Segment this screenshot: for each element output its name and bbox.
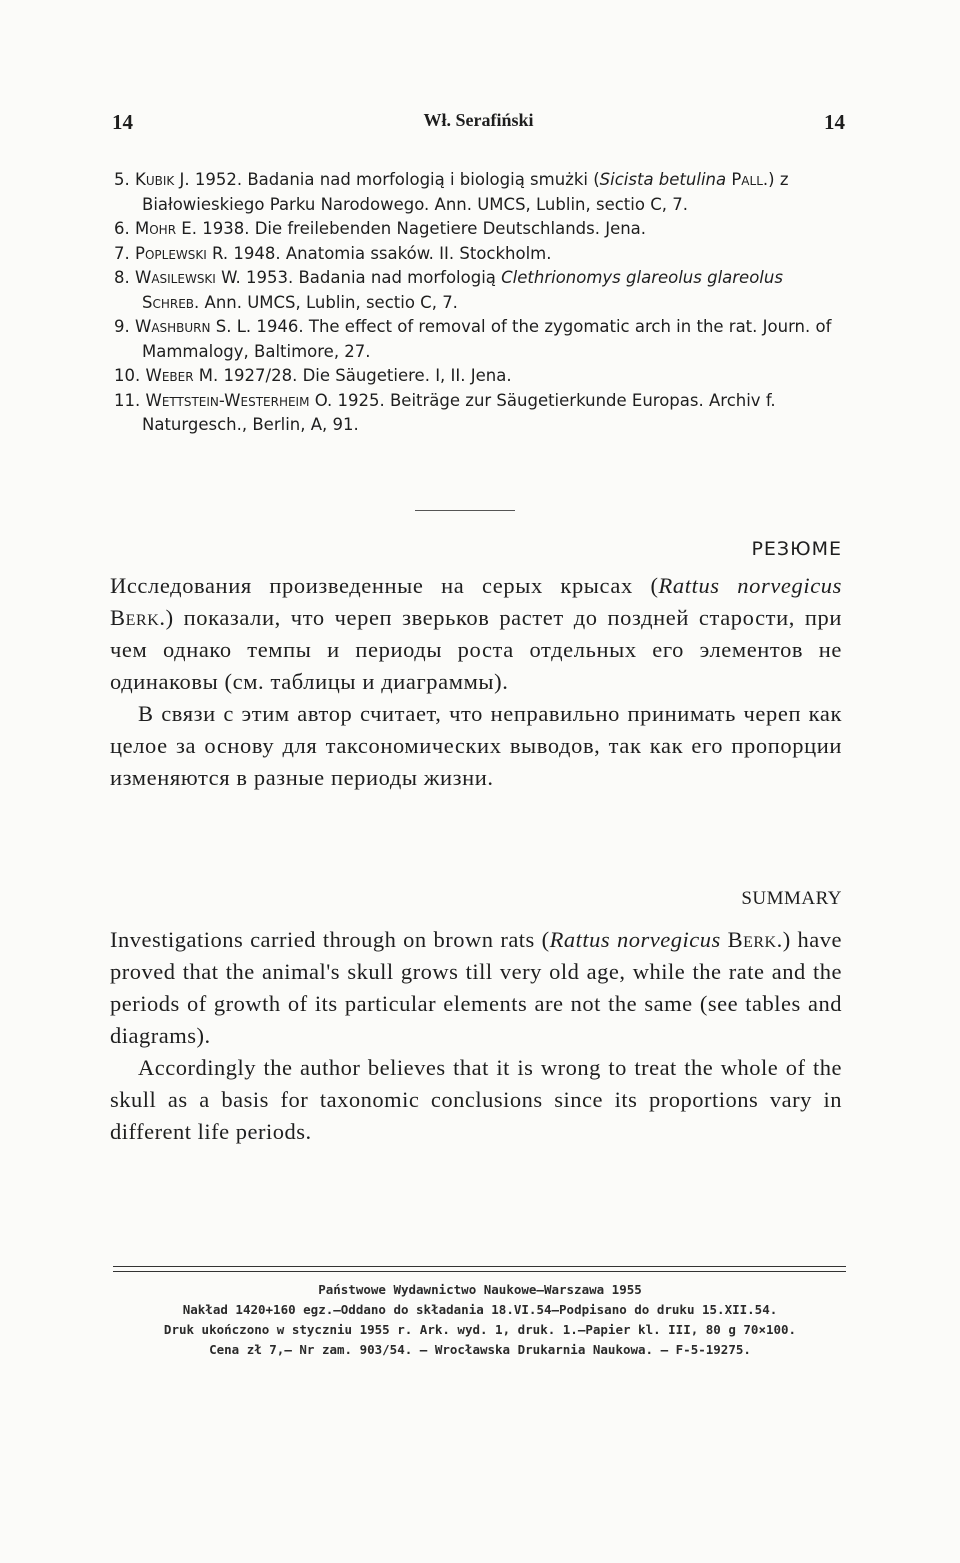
resume-body <box>110 570 842 794</box>
reference-author: Mohr <box>135 219 177 238</box>
summary-title: SUMMARY <box>741 888 842 909</box>
reference-text: Ann. UMCS, Lublin, sectio C, 7. <box>199 292 458 312</box>
page-header <box>112 110 845 140</box>
reference-author: Pall. <box>731 170 769 189</box>
resume-text: ) показали, что череп зверьков растет до поздней старости, при чем однако темпы и периоды роста отдельных его элементов не одинаковы (см. таблицы и диаграммы). <box>110 605 842 694</box>
reference-number: 5. <box>114 170 130 189</box>
imprint <box>105 1280 855 1360</box>
references-list <box>114 168 844 438</box>
reference-item <box>114 168 844 217</box>
reference-text: R. 1948. Anatomia ssaków. II. Stockholm. <box>206 243 552 263</box>
page-number-left: 14 <box>112 110 133 134</box>
imprint-line: Cena zł 7,— Nr zam. 903/54. — Wrocławska Drukarnia Naukowa. — F-5-19275. <box>209 1342 751 1357</box>
reference-author: Weber <box>145 366 194 385</box>
reference-number: 8. <box>114 268 130 287</box>
summary-paragraph: Accordingly the author believes that it is wrong to treat the whole of the skull as a basis for taxonomic conclusions since its proportions vary in different life periods. <box>110 1055 842 1144</box>
reference-text: M. 1927/28. Die Säugetiere. I, II. Jena. <box>193 366 512 385</box>
summary-paragraph <box>110 924 842 1052</box>
resume-title: РЕЗЮМЕ <box>751 538 842 560</box>
summary-species: Rattus norvegicus <box>549 927 721 952</box>
reference-number: 11. <box>114 390 141 410</box>
reference-text: W. 1953. Badania nad morfologią <box>215 268 502 287</box>
summary-body <box>110 924 842 1148</box>
summary-author: Berk. <box>727 927 783 952</box>
running-head: Wł. Serafiński <box>423 110 534 130</box>
reference-number: 10. <box>114 366 141 385</box>
reference-text: O. 1925. Beiträge zur Säugetierkunde Europas. Archiv f. Naturgesch., Berlin, A, 91. <box>142 390 776 434</box>
reference-number: 6. <box>114 219 130 238</box>
resume-text: Исследования произведенные на серых крысах ( <box>110 573 659 598</box>
reference-item <box>114 266 844 315</box>
reference-author: Washburn <box>135 317 211 336</box>
reference-author: Kubik <box>135 170 175 189</box>
page-number-right: 14 <box>824 110 845 134</box>
reference-number: 7. <box>114 243 130 263</box>
reference-text: S. L. 1946. The effect of removal of the zygomatic arch in the rat. Journ. of Mammalogy, Baltimore, 27. <box>142 317 832 361</box>
imprint-line: Druk ukończono w styczniu 1955 r. Ark. wyd. 1, druk. 1.—Papier kl. III, 80 g 70×100. <box>163 1322 797 1337</box>
summary-text: ) have proved that the animal's skull grows till very old age, while the rate and the periods of growth of its particular elements are not the same (see tables and diagrams). <box>110 927 843 1048</box>
resume-paragraph: В связи с этим автор считает, что неправильно принимать череп как целое за основу для таксономических выводов, так как его пропорции изменяются в разные периоды жизни. <box>110 701 842 790</box>
reference-item <box>114 364 844 389</box>
reference-text: J. 1952. Badania nad morfologią i biologią smużki ( <box>174 170 600 189</box>
imprint-line: Państwowe Wydawnictwo Naukowe—Warszawa 1955 <box>318 1282 642 1297</box>
reference-number: 9. <box>114 317 130 336</box>
reference-author: Wasilewski <box>135 268 216 287</box>
resume-author: Berk. <box>110 605 166 630</box>
reference-author: Schreb. <box>142 292 200 312</box>
reference-item <box>114 389 844 438</box>
imprint-rule-top <box>113 1266 846 1267</box>
reference-text: E. 1938. Die freilebenden Nagetiere Deutschlands. Jena. <box>176 219 647 238</box>
section-divider <box>415 510 515 511</box>
summary-text <box>721 927 728 952</box>
reference-author: Poplewski <box>135 243 207 263</box>
reference-author: Wettstein-Westerheim <box>145 390 310 410</box>
reference-text: ) z Białowieskiego Parku Narodowego. Ann. UMCS, Lublin, sectio C, 7. <box>142 170 789 214</box>
reference-species: Sicista betulina <box>599 170 727 189</box>
reference-species: Clethrionomys glareolus glareolus <box>501 268 783 287</box>
reference-item <box>114 315 844 364</box>
imprint-rule-bottom <box>113 1271 846 1272</box>
imprint-line: Nakład 1420+160 egz.—Oddano do składania 18.VI.54—Podpisano do druku 15.XII.54. <box>182 1302 778 1317</box>
reference-item <box>114 217 844 242</box>
summary-text: Investigations carried through on brown rats ( <box>110 927 550 952</box>
reference-item <box>114 242 844 267</box>
resume-species: Rattus norvegicus <box>658 573 842 598</box>
resume-paragraph <box>110 570 842 698</box>
